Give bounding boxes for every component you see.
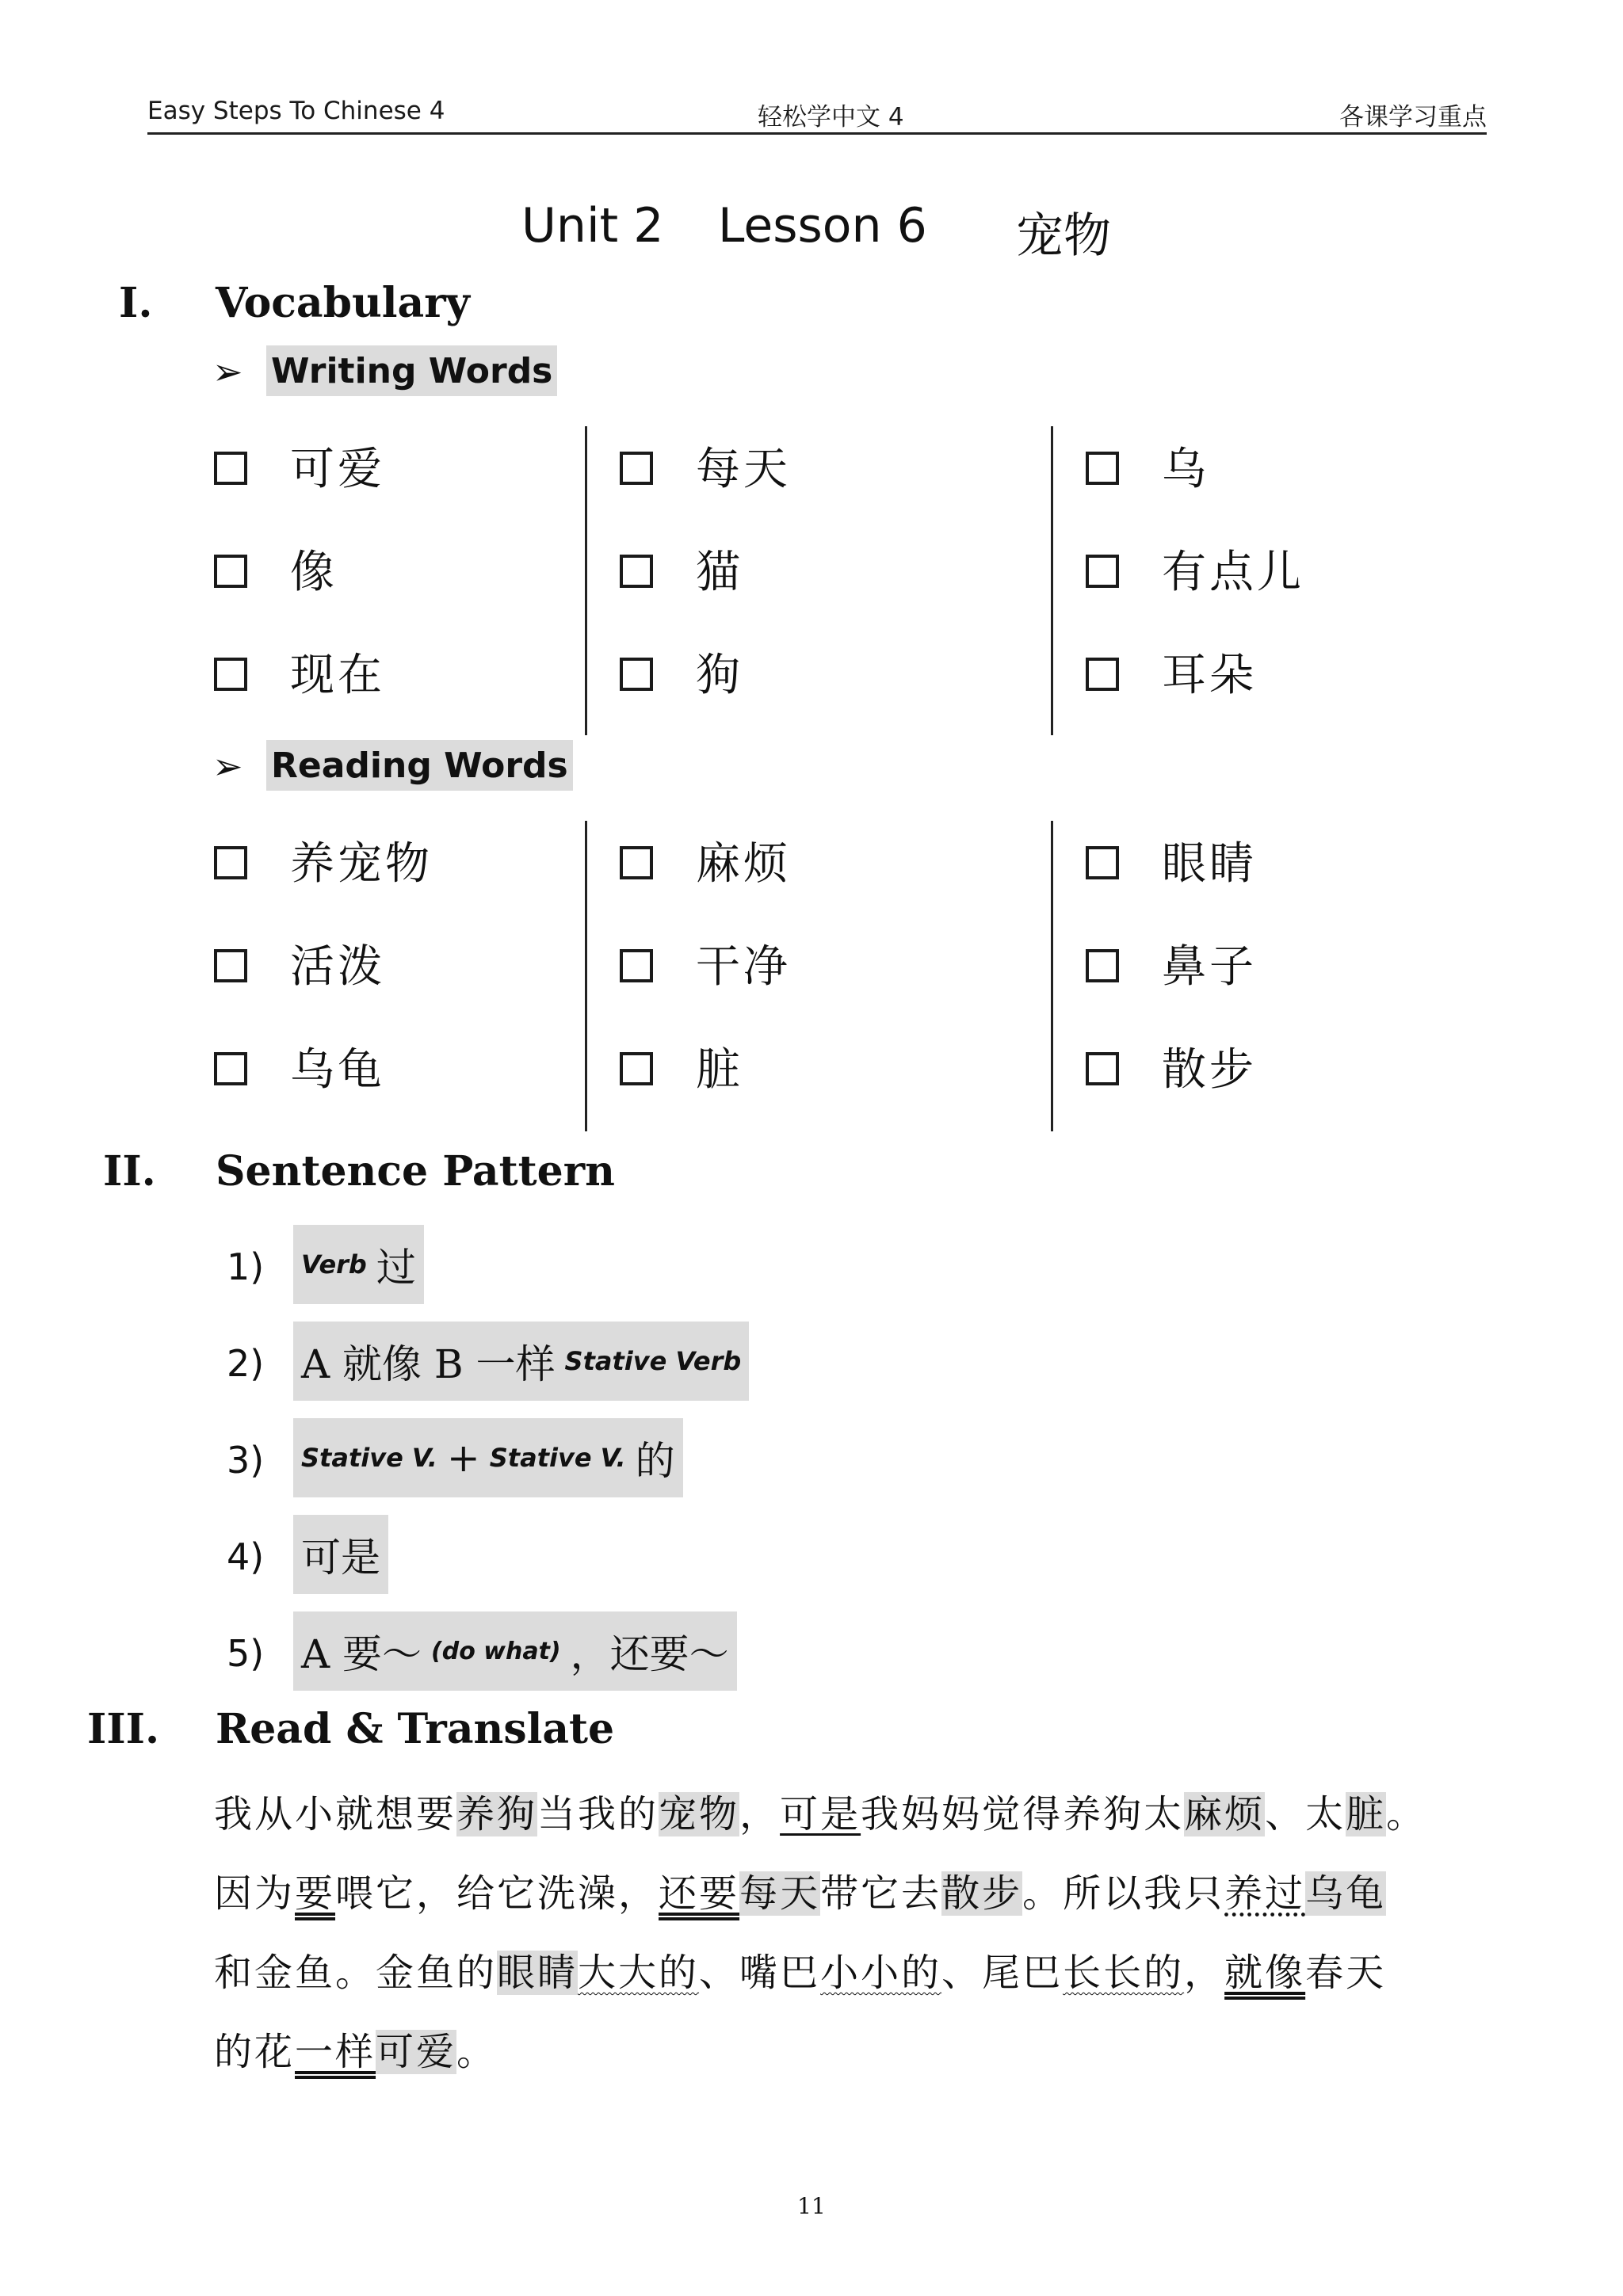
highlighted-word: 可爱 xyxy=(376,2030,457,2074)
underlined-pattern: 长长的 xyxy=(1063,1951,1185,1995)
highlighted-word: 宠物 xyxy=(659,1792,740,1836)
passage-text: 喂它，给它洗澡， xyxy=(335,1871,659,1916)
passage-text: 、太 xyxy=(1265,1792,1346,1836)
underlined-pattern: 一样 xyxy=(295,2030,376,2074)
checkbox[interactable] xyxy=(620,452,653,485)
word-text: 鼻子 xyxy=(1162,941,1257,993)
pattern-label: Stative V. xyxy=(489,1443,626,1473)
word-text: 活泼 xyxy=(290,941,385,993)
section-label: Sentence Pattern xyxy=(216,1147,615,1196)
highlighted-word: 脏 xyxy=(1346,1792,1387,1836)
pattern-label: (do what) xyxy=(431,1637,561,1665)
passage-text: 因为 xyxy=(214,1871,296,1916)
header-book-title-chinese: 轻松学中文 4 xyxy=(758,103,904,132)
checkbox[interactable] xyxy=(214,452,247,485)
highlighted-word: 眼睛 xyxy=(497,1951,579,1995)
underlined-pattern: 还要 xyxy=(659,1871,740,1916)
header-section-name: 各课学习重点 xyxy=(1339,103,1487,132)
title-topic: 宠物 xyxy=(1016,208,1111,264)
arrow-bullet-icon: ➢ xyxy=(212,745,243,788)
pattern-label: Stative Verb xyxy=(564,1346,742,1376)
checkbox[interactable] xyxy=(214,658,247,691)
pattern-number: 4) xyxy=(227,1535,265,1578)
word-text: 麻烦 xyxy=(696,838,791,890)
passage-text: 、嘴巴 xyxy=(699,1951,821,1995)
reading-passage xyxy=(214,1775,1529,2092)
pattern-chinese: ，还要～ xyxy=(570,1631,729,1677)
underlined-pattern: 就像 xyxy=(1224,1951,1306,1995)
checkbox[interactable] xyxy=(214,555,247,588)
word-text: 干净 xyxy=(696,941,791,993)
underlined-pattern: 小小的 xyxy=(820,1951,942,1995)
header-rule xyxy=(147,132,1487,135)
highlighted-word: 养狗 xyxy=(456,1792,538,1836)
checkbox[interactable] xyxy=(620,949,653,982)
checkbox[interactable] xyxy=(620,846,653,879)
underlined-pattern: 可是 xyxy=(780,1792,861,1836)
passage-text: 和金鱼。金鱼的 xyxy=(214,1951,498,1995)
pattern-number: 3) xyxy=(227,1439,265,1482)
word-text: 养宠物 xyxy=(290,838,433,890)
page-number: 11 xyxy=(797,2193,826,2219)
word-text: 有点儿 xyxy=(1162,547,1304,598)
checkbox[interactable] xyxy=(1086,658,1119,691)
highlighted-word: 麻烦 xyxy=(1184,1792,1266,1836)
pattern-chinese: 可是 xyxy=(301,1535,380,1581)
passage-text: 的花 xyxy=(214,2030,296,2074)
passage-text: 带它去 xyxy=(820,1871,942,1916)
passage-text: 。所以我只 xyxy=(1022,1871,1225,1916)
checkbox[interactable] xyxy=(214,1052,247,1085)
pattern-box xyxy=(293,1225,424,1304)
highlighted-word: 乌龟 xyxy=(1305,1871,1387,1916)
underlined-pattern: 大大的 xyxy=(578,1951,700,1995)
checkbox[interactable] xyxy=(214,949,247,982)
page-title xyxy=(0,198,1623,264)
checkbox[interactable] xyxy=(1086,452,1119,485)
passage-text: ， xyxy=(1184,1951,1225,1995)
column-divider xyxy=(1051,426,1053,735)
highlighted-word: 每天 xyxy=(739,1871,821,1916)
checkbox[interactable] xyxy=(1086,1052,1119,1085)
passage-text: 春天 xyxy=(1305,1951,1387,1995)
underlined-pattern: 养过 xyxy=(1224,1871,1306,1916)
checkbox[interactable] xyxy=(620,658,653,691)
word-text: 每天 xyxy=(696,444,791,495)
section-label: Read & Translate xyxy=(216,1705,615,1753)
pattern-box xyxy=(293,1322,749,1401)
title-lesson: Lesson 6 xyxy=(718,198,927,254)
passage-text: ， xyxy=(739,1792,781,1836)
checkbox[interactable] xyxy=(1086,846,1119,879)
pattern-number: 5) xyxy=(227,1632,265,1675)
pattern-plus: + xyxy=(446,1435,480,1481)
column-divider xyxy=(585,821,587,1131)
word-text: 现在 xyxy=(290,650,385,701)
word-text: 眼睛 xyxy=(1162,838,1257,890)
section-number: III. xyxy=(87,1705,160,1753)
word-text: 脏 xyxy=(696,1044,743,1096)
passage-text: 、尾巴 xyxy=(941,1951,1064,1995)
underlined-pattern: 要 xyxy=(295,1871,336,1916)
word-text: 乌龟 xyxy=(290,1044,385,1096)
column-divider xyxy=(1051,821,1053,1131)
passage-text: 我从小就想要 xyxy=(214,1792,457,1836)
pattern-label: Verb xyxy=(301,1249,367,1280)
passage-text: 。 xyxy=(456,2030,498,2074)
reading-words-grid xyxy=(0,821,1623,1131)
writing-words-label: Writing Words xyxy=(266,345,557,396)
highlighted-word: 散步 xyxy=(941,1871,1023,1916)
section-number: I. xyxy=(119,279,153,327)
passage-text: 。 xyxy=(1386,1792,1427,1836)
pattern-label: Stative V. xyxy=(301,1443,437,1473)
word-text: 可爱 xyxy=(290,444,385,495)
title-unit: Unit 2 xyxy=(521,198,664,254)
passage-text: 当我的 xyxy=(537,1792,659,1836)
pattern-number: 1) xyxy=(227,1245,265,1288)
word-text: 狗 xyxy=(696,650,743,701)
checkbox[interactable] xyxy=(1086,949,1119,982)
pattern-chinese: A 要～ xyxy=(301,1631,422,1677)
word-text: 乌 xyxy=(1162,444,1209,495)
column-divider xyxy=(585,426,587,735)
reading-words-label: Reading Words xyxy=(266,740,573,791)
word-text: 耳朵 xyxy=(1162,650,1257,701)
header-book-title: Easy Steps To Chinese 4 xyxy=(147,97,445,125)
word-text: 像 xyxy=(290,547,338,598)
section-number: II. xyxy=(103,1147,156,1196)
checkbox[interactable] xyxy=(620,555,653,588)
writing-words-grid xyxy=(0,426,1623,735)
pattern-chinese: 过 xyxy=(376,1245,416,1291)
word-text: 散步 xyxy=(1162,1044,1257,1096)
pattern-box xyxy=(293,1515,388,1594)
arrow-bullet-icon: ➢ xyxy=(212,350,243,393)
checkbox[interactable] xyxy=(1086,555,1119,588)
word-text: 猫 xyxy=(696,547,743,598)
pattern-box xyxy=(293,1611,737,1691)
checkbox[interactable] xyxy=(620,1052,653,1085)
checkbox[interactable] xyxy=(214,846,247,879)
section-label: Vocabulary xyxy=(216,279,470,327)
passage-text: 我妈妈觉得养狗太 xyxy=(861,1792,1185,1836)
pattern-box xyxy=(293,1418,683,1497)
pattern-chinese: A 就像 B 一样 xyxy=(301,1341,556,1387)
pattern-chinese: 的 xyxy=(635,1438,675,1484)
pattern-number: 2) xyxy=(227,1342,265,1385)
